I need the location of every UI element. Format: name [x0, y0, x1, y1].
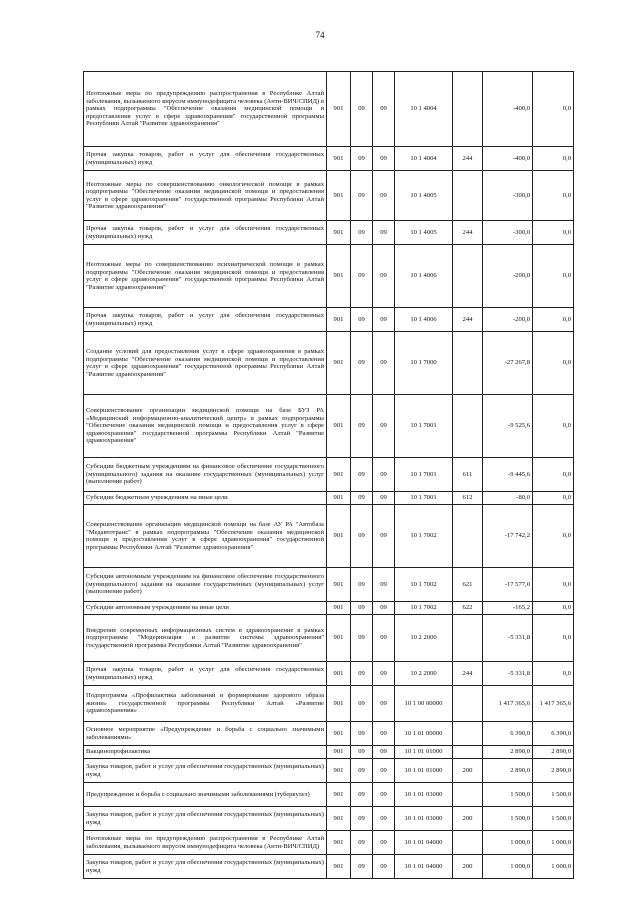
row-subsection-code: 09 — [373, 602, 395, 615]
row-target-article: 10 1 4004 — [395, 147, 453, 171]
table-row — [84, 722, 574, 746]
row-target-article: 10 1 4006 — [395, 245, 453, 308]
row-amount-1: -9 445,6 — [483, 458, 533, 492]
row-grbs-code: 901 — [327, 855, 351, 879]
row-name: Неотложные меры по совершенствованию онкологической помощи в рамках подпрограммы "Обеспечение оказания медицинской помощи и предоставления услуг в сфере здравоохранения" государственной программы Республики Алтай "Развитие здравоохранения" — [84, 171, 327, 221]
row-target-article: 10 1 00 00000 — [395, 686, 453, 722]
row-amount-1: 6 390,0 — [483, 722, 533, 746]
row-expense-type: 200 — [453, 759, 483, 783]
row-subsection-code: 09 — [373, 662, 395, 686]
row-target-article: 10 1 7001 — [395, 458, 453, 492]
row-amount-2: 6 390,0 — [533, 722, 574, 746]
row-section-code: 09 — [351, 72, 373, 147]
row-expense-type — [453, 332, 483, 395]
row-expense-type — [453, 171, 483, 221]
row-name: Совершенствование организации медицинской помощи на базе АУ РА "Автобаза "Медавтотранс" в рамках подпрограммы "Обеспечение оказания медицинской помощи и предоставления услуг в сфере здравоохранения" государственной программы Республики Алтай "Развитие здравоохранения" — [84, 505, 327, 568]
row-section-code: 09 — [351, 686, 373, 722]
row-expense-type — [453, 783, 483, 807]
row-amount-2: 0,0 — [533, 308, 574, 332]
table-row — [84, 855, 574, 879]
row-subsection-code: 09 — [373, 171, 395, 221]
row-amount-2: 1 417 365,6 — [533, 686, 574, 722]
row-amount-1: -300,0 — [483, 221, 533, 245]
row-amount-1: -80,0 — [483, 492, 533, 505]
row-subsection-code: 09 — [373, 72, 395, 147]
row-target-article: 10 1 01 01000 — [395, 746, 453, 759]
row-section-code: 09 — [351, 332, 373, 395]
row-section-code: 09 — [351, 746, 373, 759]
row-grbs-code: 901 — [327, 147, 351, 171]
row-expense-type — [453, 615, 483, 662]
row-amount-1: -400,0 — [483, 72, 533, 147]
row-section-code: 09 — [351, 783, 373, 807]
row-grbs-code: 901 — [327, 831, 351, 855]
table-row — [84, 221, 574, 245]
row-name: Предупреждение и борьба с социально значимыми заболеваниями (туберкулез) — [84, 783, 327, 807]
row-name: Вакцинопрофилактика — [84, 746, 327, 759]
row-amount-1: 1 000,0 — [483, 831, 533, 855]
table-row — [84, 492, 574, 505]
row-expense-type — [453, 831, 483, 855]
table-row — [84, 759, 574, 783]
row-name: Прочая закупка товаров, работ и услуг для обеспечения государственных (муниципальных) нужд — [84, 147, 327, 171]
row-expense-type — [453, 722, 483, 746]
row-expense-type — [453, 245, 483, 308]
row-grbs-code: 901 — [327, 783, 351, 807]
row-expense-type: 621 — [453, 568, 483, 602]
row-grbs-code: 901 — [327, 332, 351, 395]
row-name: Субсидии автономным учреждениям на иные цели — [84, 602, 327, 615]
row-section-code: 09 — [351, 221, 373, 245]
row-subsection-code: 09 — [373, 746, 395, 759]
row-section-code: 09 — [351, 615, 373, 662]
row-target-article: 10 1 01 00000 — [395, 722, 453, 746]
row-grbs-code: 901 — [327, 807, 351, 831]
table-row — [84, 662, 574, 686]
row-subsection-code: 09 — [373, 221, 395, 245]
row-section-code: 09 — [351, 855, 373, 879]
table-row — [84, 686, 574, 722]
row-amount-2: 1 000,0 — [533, 855, 574, 879]
row-amount-1: -165,2 — [483, 602, 533, 615]
row-amount-2: 0,0 — [533, 221, 574, 245]
row-expense-type: 244 — [453, 308, 483, 332]
row-expense-type: 611 — [453, 458, 483, 492]
row-grbs-code: 901 — [327, 395, 351, 458]
row-name: Субсидии бюджетным учреждениям на финансовое обеспечение государственного (муниципального) задания на оказание государственных (муниципальных) услуг (выполнение работ) — [84, 458, 327, 492]
row-name: Совершенствование организации медицинской помощи на базе БУЗ РА «Медицинский информационно-аналитический центр» в рамках подпрограммы "Обеспечение оказания медицинской помощи и предоставления услуг в сфере здравоохранения" государственной программы Республики Алтай "Развитие здравоохранения" — [84, 395, 327, 458]
row-expense-type: 244 — [453, 662, 483, 686]
row-target-article: 10 1 7001 — [395, 492, 453, 505]
row-subsection-code: 09 — [373, 686, 395, 722]
row-name: Субсидии автономным учреждениям на финансовое обеспечение государственного (муниципального) задания на оказание государственных (муниципальных) услуг (выполнение работ) — [84, 568, 327, 602]
row-target-article: 10 1 01 03000 — [395, 807, 453, 831]
row-amount-1: 1 000,0 — [483, 855, 533, 879]
row-amount-1: 1 500,0 — [483, 783, 533, 807]
row-grbs-code: 901 — [327, 171, 351, 221]
row-amount-2: 0,0 — [533, 245, 574, 308]
row-grbs-code: 901 — [327, 686, 351, 722]
row-section-code: 09 — [351, 831, 373, 855]
row-amount-2: 1 500,0 — [533, 783, 574, 807]
row-grbs-code: 901 — [327, 245, 351, 308]
table-row — [84, 332, 574, 395]
row-amount-1: 2 890,0 — [483, 746, 533, 759]
row-name: Закупка товаров, работ и услуг для обеспечения государственных (муниципальных) нужд — [84, 807, 327, 831]
row-grbs-code: 901 — [327, 746, 351, 759]
row-subsection-code: 09 — [373, 332, 395, 395]
row-grbs-code: 901 — [327, 602, 351, 615]
row-amount-1: -5 331,8 — [483, 662, 533, 686]
table-row — [84, 395, 574, 458]
row-section-code: 09 — [351, 568, 373, 602]
row-subsection-code: 09 — [373, 855, 395, 879]
row-target-article: 10 1 7001 — [395, 395, 453, 458]
row-name: Неотложные меры по совершенствованию психиатрической помощи в рамках подпрограммы "Обеспечение оказания медицинской помощи и предоставления услуг в сфере здравоохранения" государственной программы Республики Алтай "Развитие здравоохранения" — [84, 245, 327, 308]
row-amount-2: 0,0 — [533, 568, 574, 602]
row-name: Основное мероприятие «Предупреждение и борьба с социально значимыми заболеваниями» — [84, 722, 327, 746]
row-amount-2: 0,0 — [533, 602, 574, 615]
row-target-article: 10 2 2000 — [395, 615, 453, 662]
row-grbs-code: 901 — [327, 662, 351, 686]
row-subsection-code: 09 — [373, 722, 395, 746]
row-target-article: 10 1 4005 — [395, 171, 453, 221]
row-target-article: 10 1 4006 — [395, 308, 453, 332]
row-target-article: 10 1 7000 — [395, 332, 453, 395]
row-expense-type — [453, 505, 483, 568]
row-subsection-code: 09 — [373, 615, 395, 662]
row-section-code: 09 — [351, 492, 373, 505]
budget-table — [83, 71, 574, 879]
row-subsection-code: 09 — [373, 807, 395, 831]
row-grbs-code: 901 — [327, 615, 351, 662]
row-section-code: 09 — [351, 722, 373, 746]
row-amount-1: -200,0 — [483, 308, 533, 332]
table-row — [84, 72, 574, 147]
row-amount-1: -17 577,0 — [483, 568, 533, 602]
row-subsection-code: 09 — [373, 308, 395, 332]
page-number: 74 — [315, 30, 325, 40]
row-amount-1: -17 742,2 — [483, 505, 533, 568]
row-subsection-code: 09 — [373, 759, 395, 783]
row-expense-type: 612 — [453, 492, 483, 505]
table-row — [84, 615, 574, 662]
row-target-article: 10 1 4005 — [395, 221, 453, 245]
row-section-code: 09 — [351, 395, 373, 458]
row-amount-1: 2 890,0 — [483, 759, 533, 783]
row-expense-type: 244 — [453, 147, 483, 171]
row-section-code: 09 — [351, 458, 373, 492]
row-name: Неотложные меры по предупреждению распространения в Республике Алтай заболевания, вызываемого вирусом иммунодефицита человека (Анти-ВИЧ/СПИД) в рамках подпрограммы "Обеспечение оказания медицинской помощи и предоставления услуг в сфере здравоохранения" государственной программы Республики Алтай "Развитие здравоохранения" — [84, 72, 327, 147]
row-target-article: 10 1 01 04000 — [395, 855, 453, 879]
row-amount-1: -27 267,8 — [483, 332, 533, 395]
row-amount-2: 0,0 — [533, 147, 574, 171]
row-name: Прочая закупка товаров, работ и услуг для обеспечения государственных (муниципальных) нужд — [84, 308, 327, 332]
row-name: Субсидии бюджетным учреждениям на иные цели — [84, 492, 327, 505]
row-amount-2: 1 500,0 — [533, 807, 574, 831]
row-amount-1: -9 525,6 — [483, 395, 533, 458]
row-grbs-code: 901 — [327, 308, 351, 332]
row-amount-2: 0,0 — [533, 171, 574, 221]
row-name: Неотложные меры по предупреждению распространения в Республике Алтай заболевания, вызываемого вирусом иммунодефицита человека (Анти-ВИЧ/СПИД) — [84, 831, 327, 855]
row-amount-2: 0,0 — [533, 332, 574, 395]
row-section-code: 09 — [351, 662, 373, 686]
row-amount-2: 0,0 — [533, 615, 574, 662]
row-name: Внедрение современных информационных систем в здравоохранение в рамках подпрограммы "Модернизация и развитие системы здравоохранения" государственной программы Республики Алтай "Развитие здравоохранения" — [84, 615, 327, 662]
row-section-code: 09 — [351, 505, 373, 568]
row-section-code: 09 — [351, 147, 373, 171]
row-section-code: 09 — [351, 245, 373, 308]
row-subsection-code: 09 — [373, 458, 395, 492]
row-subsection-code: 09 — [373, 783, 395, 807]
row-target-article: 10 1 7002 — [395, 568, 453, 602]
row-target-article: 10 1 7002 — [395, 602, 453, 615]
row-target-article: 10 1 01 01000 — [395, 759, 453, 783]
row-amount-2: 0,0 — [533, 505, 574, 568]
row-subsection-code: 09 — [373, 831, 395, 855]
table-row — [84, 807, 574, 831]
row-amount-1: 1 417 365,6 — [483, 686, 533, 722]
row-name: Закупка товаров, работ и услуг для обеспечения государственных (муниципальных) нужд — [84, 759, 327, 783]
row-subsection-code: 09 — [373, 395, 395, 458]
row-grbs-code: 901 — [327, 568, 351, 602]
budget-table-body — [84, 72, 574, 879]
row-grbs-code: 901 — [327, 458, 351, 492]
row-subsection-code: 09 — [373, 505, 395, 568]
row-amount-2: 0,0 — [533, 492, 574, 505]
table-row — [84, 147, 574, 171]
row-expense-type: 200 — [453, 807, 483, 831]
row-expense-type: 622 — [453, 602, 483, 615]
row-target-article: 10 1 4004 — [395, 72, 453, 147]
row-amount-1: -300,0 — [483, 171, 533, 221]
table-row — [84, 458, 574, 492]
row-amount-1: -400,0 — [483, 147, 533, 171]
row-name: Подпрограмма «Профилактика заболеваний и формирование здорового образа жизни» государственной программы Республики Алтай «Развитие здравоохранения» — [84, 686, 327, 722]
row-target-article: 10 2 2000 — [395, 662, 453, 686]
row-amount-2: 0,0 — [533, 662, 574, 686]
row-grbs-code: 901 — [327, 72, 351, 147]
row-name: Прочая закупка товаров, работ и услуг для обеспечения государственных (муниципальных) нужд — [84, 221, 327, 245]
table-row — [84, 602, 574, 615]
row-expense-type: 244 — [453, 221, 483, 245]
row-expense-type — [453, 395, 483, 458]
row-subsection-code: 09 — [373, 492, 395, 505]
row-subsection-code: 09 — [373, 245, 395, 308]
row-section-code: 09 — [351, 171, 373, 221]
row-grbs-code: 901 — [327, 722, 351, 746]
row-amount-1: -5 331,8 — [483, 615, 533, 662]
row-subsection-code: 09 — [373, 568, 395, 602]
table-row — [84, 831, 574, 855]
row-amount-2: 0,0 — [533, 395, 574, 458]
row-amount-2: 2 890,0 — [533, 759, 574, 783]
row-section-code: 09 — [351, 602, 373, 615]
table-row — [84, 245, 574, 308]
row-amount-2: 2 890,0 — [533, 746, 574, 759]
table-row — [84, 308, 574, 332]
row-section-code: 09 — [351, 308, 373, 332]
row-name: Прочая закупка товаров, работ и услуг для обеспечения государственных (муниципальных) нужд — [84, 662, 327, 686]
row-target-article: 10 1 01 03000 — [395, 783, 453, 807]
row-expense-type: 200 — [453, 855, 483, 879]
table-row — [84, 505, 574, 568]
row-amount-2: 0,0 — [533, 458, 574, 492]
row-amount-2: 1 000,0 — [533, 831, 574, 855]
row-grbs-code: 901 — [327, 492, 351, 505]
row-grbs-code: 901 — [327, 759, 351, 783]
row-section-code: 09 — [351, 759, 373, 783]
table-row — [84, 746, 574, 759]
table-row — [84, 568, 574, 602]
row-amount-2: 0,0 — [533, 72, 574, 147]
row-amount-1: -200,0 — [483, 245, 533, 308]
row-grbs-code: 901 — [327, 505, 351, 568]
table-row — [84, 171, 574, 221]
row-name: Создание условий для предоставления услуг в сфере здравоохранения в рамках подпрограммы "Обеспечение оказания медицинской помощи и предоставления услуг в сфере здравоохранения" государственной программы Республики Алтай "Развитие здравоохранения" — [84, 332, 327, 395]
row-grbs-code: 901 — [327, 221, 351, 245]
table-row — [84, 783, 574, 807]
row-amount-1: 1 500,0 — [483, 807, 533, 831]
row-expense-type — [453, 72, 483, 147]
row-section-code: 09 — [351, 807, 373, 831]
row-expense-type — [453, 686, 483, 722]
row-target-article: 10 1 7002 — [395, 505, 453, 568]
row-target-article: 10 1 01 04000 — [395, 831, 453, 855]
row-subsection-code: 09 — [373, 147, 395, 171]
row-name: Закупка товаров, работ и услуг для обеспечения государственных (муниципальных) нужд — [84, 855, 327, 879]
row-expense-type — [453, 746, 483, 759]
